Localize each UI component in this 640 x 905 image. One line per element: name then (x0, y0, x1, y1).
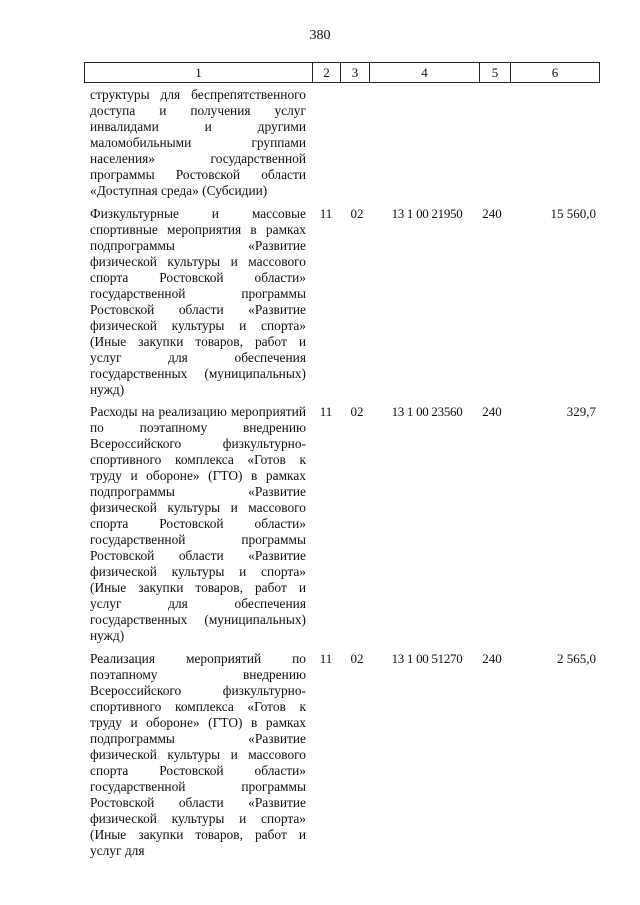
header-col-1: 1 (84, 62, 313, 83)
page-number: 380 (309, 28, 331, 43)
row-subsection: 02 (350, 404, 364, 419)
row-description: Реализация мероприятий по поэтапному внедрению Всероссийского физкультурно-спортивного комплекса «Готов к труду и обороне» (ГТО) в рамках подпрограммы «Развитие физической культуры и массового спорта Ростовской области» государственной программы Ростовской области «Развитие физической культуры и спорта» (Иные закупки товаров, работ и услуг для (90, 651, 306, 858)
row-expense-type: 240 (482, 404, 502, 419)
row-subsection: 02 (350, 206, 364, 221)
row-description: Расходы на реализацию мероприятий по поэтапному внедрению Всероссийского физкультурно-спортивного комплекса «Готов к труду и обороне» (ГТО) в рамках подпрограммы «Развитие физической культуры и массового спорта Ростовской области» государственной программы Ростовской области «Развитие физической культуры и спорта» (Иные закупки товаров, работ и услуг для обеспечения государственных (муниципальных) нужд) (90, 404, 306, 643)
row-target-code: 13 1 00 21950 (391, 206, 463, 221)
row-amount: 2 565,0 (557, 651, 596, 666)
row-description: Физкультурные и массовые спортивные мероприятия в рамках подпрограммы «Развитие физической культуры и массового спорта Ростовской области» государственной программы Ростовской области «Развитие физической культуры и спорта» (Иные закупки товаров, работ и услуг для обеспечения государственных (муниципальных) нужд) (90, 206, 306, 397)
header-col-2: 2 (312, 62, 341, 83)
row-description: структуры для беспрепятственного доступа и получения услуг инвалидами и другими маломобильными группами населения» государственной программы Ростовской области «Доступная среда» (Субсидии) (90, 87, 306, 198)
row-section: 11 (319, 651, 333, 666)
row-amount: 15 560,0 (550, 206, 596, 221)
row-subsection: 02 (350, 651, 364, 666)
row-section: 11 (319, 404, 333, 419)
row-expense-type: 240 (482, 206, 502, 221)
header-col-6: 6 (510, 62, 600, 83)
table-header (84, 62, 600, 84)
row-amount: 329,7 (566, 404, 596, 419)
row-expense-type: 240 (482, 651, 502, 666)
header-col-4: 4 (369, 62, 480, 83)
row-target-code: 13 1 00 51270 (391, 651, 463, 666)
row-target-code: 13 1 00 23560 (391, 404, 463, 419)
header-col-3: 3 (340, 62, 370, 83)
row-section: 11 (319, 206, 333, 221)
header-col-5: 5 (479, 62, 511, 83)
